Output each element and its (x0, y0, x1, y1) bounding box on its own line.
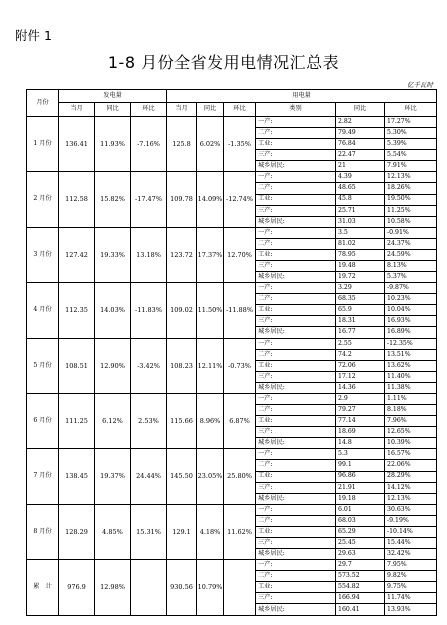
category-yoy: 11.40% (385, 371, 437, 382)
category-value: 68.35 (336, 294, 385, 305)
category-name: 一产: (256, 504, 336, 515)
consumption-yoy: 8.96% (197, 393, 224, 448)
generation-yoy: 6.12% (95, 393, 131, 448)
category-name: 城乡居民: (256, 604, 336, 616)
table-row (27, 504, 437, 515)
category-value: 79.27 (336, 405, 385, 416)
category-yoy: 16.89% (385, 327, 437, 338)
category-name: 三产: (256, 371, 336, 382)
category-name: 工业: (256, 582, 336, 593)
category-name: 二产: (256, 128, 336, 139)
consumption-mom: 25.80% (224, 449, 256, 504)
consumption-value: 109.02 (167, 283, 197, 338)
category-yoy: -9.87% (385, 283, 437, 294)
category-value: 19.72 (336, 272, 385, 283)
category-value: 21 (336, 161, 385, 172)
generation-value: 136.41 (59, 117, 95, 172)
category-yoy: 8.13% (385, 261, 437, 272)
header-use-current: 当月 (167, 103, 197, 117)
category-value: 77.14 (336, 416, 385, 427)
category-yoy: 10.58% (385, 216, 437, 227)
category-name: 城乡居民: (256, 382, 336, 393)
category-yoy: 1.11% (385, 393, 437, 404)
category-yoy: 12.65% (385, 427, 437, 438)
category-yoy: 15.44% (385, 537, 437, 548)
category-value: 19.48 (336, 261, 385, 272)
category-name: 工业: (256, 139, 336, 150)
category-value: 573.52 (336, 571, 385, 582)
category-value: 96.86 (336, 471, 385, 482)
category-value: 48.65 (336, 183, 385, 194)
generation-value: 138.45 (59, 449, 95, 504)
table-row (27, 227, 437, 238)
category-value: 5.3 (336, 449, 385, 460)
category-value: 65.9 (336, 305, 385, 316)
table-row (27, 560, 437, 571)
month-label: 7 月份 (27, 449, 59, 504)
month-label: 4 月份 (27, 283, 59, 338)
month-label: 5 月份 (27, 338, 59, 393)
table-row (27, 117, 437, 128)
consumption-mom: -12.74% (224, 172, 256, 227)
consumption-value: 115.66 (167, 393, 197, 448)
generation-value: 112.58 (59, 172, 95, 227)
category-yoy: -12.35% (385, 338, 437, 349)
category-name: 一产: (256, 393, 336, 404)
generation-mom-empty (131, 560, 167, 616)
category-value: 2.9 (336, 393, 385, 404)
consumption-yoy: 12.11% (197, 338, 224, 393)
category-value: 81.02 (336, 238, 385, 249)
generation-mom: 24.44% (131, 449, 167, 504)
category-name: 一产: (256, 117, 336, 128)
consumption-yoy: 23.05% (197, 449, 224, 504)
category-value: 3.29 (336, 283, 385, 294)
category-name: 二产: (256, 571, 336, 582)
category-yoy: 10.04% (385, 305, 437, 316)
header-cat-yoy: 同比 (336, 103, 385, 117)
category-yoy: 5.54% (385, 150, 437, 161)
category-yoy: 9.75% (385, 582, 437, 593)
category-yoy: 5.39% (385, 139, 437, 150)
generation-yoy: 12.90% (95, 338, 131, 393)
category-yoy: 18.26% (385, 183, 437, 194)
category-value: 72.06 (336, 360, 385, 371)
category-value: 6.01 (336, 504, 385, 515)
category-value: 4.39 (336, 172, 385, 183)
consumption-value: 108.23 (167, 338, 197, 393)
consumption-value: 125.8 (167, 117, 197, 172)
category-name: 二产: (256, 294, 336, 305)
category-value: 2.55 (336, 338, 385, 349)
header-cat-mom: 环比 (385, 103, 437, 117)
header-generation: 发电量 (59, 90, 167, 103)
generation-mom: 13.18% (131, 227, 167, 282)
category-yoy: 19.50% (385, 194, 437, 205)
category-yoy: 14.12% (385, 482, 437, 493)
category-value: 3.5 (336, 227, 385, 238)
category-name: 二产: (256, 183, 336, 194)
category-value: 18.31 (336, 316, 385, 327)
category-name: 二产: (256, 405, 336, 416)
category-yoy: 11.38% (385, 382, 437, 393)
generation-yoy: 11.93% (95, 117, 131, 172)
category-value: 25.45 (336, 537, 385, 548)
category-name: 三产: (256, 482, 336, 493)
category-value: 79.49 (336, 128, 385, 139)
category-yoy: 7.91% (385, 161, 437, 172)
table-row (27, 449, 437, 460)
generation-value: 127.42 (59, 227, 95, 282)
category-yoy: 24.37% (385, 238, 437, 249)
month-label: 1 月份 (27, 117, 59, 172)
category-yoy: 10.23% (385, 294, 437, 305)
category-name: 工业: (256, 194, 336, 205)
category-name: 工业: (256, 526, 336, 537)
category-value: 14.8 (336, 438, 385, 449)
category-yoy: 13.51% (385, 349, 437, 360)
category-yoy: 11.74% (385, 593, 437, 604)
category-name: 二产: (256, 238, 336, 249)
category-name: 工业: (256, 471, 336, 482)
category-yoy: 12.13% (385, 172, 437, 183)
month-label: 8 月份 (27, 504, 59, 559)
consumption-yoy: 14.09% (197, 172, 224, 227)
generation-yoy: 4.85% (95, 504, 131, 559)
category-yoy: 9.82% (385, 571, 437, 582)
unit-label: 亿千瓦时 (407, 81, 433, 89)
consumption-yoy: 4.18% (197, 504, 224, 559)
category-value: 45.8 (336, 194, 385, 205)
generation-value: 112.35 (59, 283, 95, 338)
category-yoy: 16.57% (385, 449, 437, 460)
category-value: 99.1 (336, 460, 385, 471)
generation-value: 108.51 (59, 338, 95, 393)
category-yoy: 7.96% (385, 416, 437, 427)
month-label: 6 月份 (27, 393, 59, 448)
category-value: 74.2 (336, 349, 385, 360)
category-yoy: 24.59% (385, 249, 437, 260)
category-value: 68.03 (336, 515, 385, 526)
generation-yoy: 14.03% (95, 283, 131, 338)
category-value: 29.7 (336, 560, 385, 571)
category-name: 一产: (256, 449, 336, 460)
category-name: 一产: (256, 227, 336, 238)
category-yoy: 13.62% (385, 360, 437, 371)
category-yoy: 7.95% (385, 560, 437, 571)
month-label: 累 计 (27, 560, 59, 616)
category-value: 29.63 (336, 549, 385, 560)
category-yoy: 30.63% (385, 504, 437, 515)
month-label: 3 月份 (27, 227, 59, 282)
category-yoy: -0.91% (385, 227, 437, 238)
table-row (27, 172, 437, 183)
header-gen-mom: 环比 (131, 103, 167, 117)
category-name: 城乡居民: (256, 272, 336, 283)
category-value: 17.12 (336, 371, 385, 382)
table-row (27, 338, 437, 349)
consumption-yoy: 17.37% (197, 227, 224, 282)
generation-yoy: 19.33% (95, 227, 131, 282)
category-name: 二产: (256, 460, 336, 471)
category-name: 工业: (256, 360, 336, 371)
attachment-label: 附件 1 (15, 28, 52, 43)
consumption-value: 123.72 (167, 227, 197, 282)
table-body (27, 117, 437, 616)
generation-mom: 15.31% (131, 504, 167, 559)
category-yoy: 13.93% (385, 604, 437, 616)
category-value: 16.77 (336, 327, 385, 338)
category-yoy: 28.29% (385, 471, 437, 482)
category-value: 31.03 (336, 216, 385, 227)
category-name: 三产: (256, 316, 336, 327)
category-yoy: -9.19% (385, 515, 437, 526)
header-gen-current: 当月 (59, 103, 95, 117)
category-name: 工业: (256, 249, 336, 260)
category-yoy: 22.06% (385, 460, 437, 471)
category-value: 78.95 (336, 249, 385, 260)
category-yoy: 12.13% (385, 493, 437, 504)
consumption-value: 109.78 (167, 172, 197, 227)
summary-table (26, 89, 437, 616)
category-value: 25.71 (336, 205, 385, 216)
generation-value: 976.9 (59, 560, 95, 616)
category-value: 18.69 (336, 427, 385, 438)
consumption-mom: -11.88% (224, 283, 256, 338)
category-value: 19.18 (336, 493, 385, 504)
category-name: 城乡居民: (256, 216, 336, 227)
category-value: 14.36 (336, 382, 385, 393)
generation-mom: 2.53% (131, 393, 167, 448)
category-name: 城乡居民: (256, 549, 336, 560)
consumption-mom: -1.35% (224, 117, 256, 172)
category-name: 三产: (256, 150, 336, 161)
generation-mom: -7.16% (131, 117, 167, 172)
category-name: 一产: (256, 560, 336, 571)
category-value: 22.47 (336, 150, 385, 161)
category-name: 三产: (256, 205, 336, 216)
consumption-mom: 12.70% (224, 227, 256, 282)
consumption-yoy: 10.79% (197, 560, 224, 616)
consumption-value: 930.56 (167, 560, 197, 616)
category-yoy: 5.37% (385, 272, 437, 283)
consumption-mom: 11.62% (224, 504, 256, 559)
document-title: 1-8 月份全省发用电情况汇总表 (107, 53, 340, 72)
category-value: 76.84 (336, 139, 385, 150)
category-yoy: -10.14% (385, 526, 437, 537)
generation-mom: -3.42% (131, 338, 167, 393)
category-name: 一产: (256, 338, 336, 349)
category-name: 一产: (256, 283, 336, 294)
category-name: 一产: (256, 172, 336, 183)
category-value: 160.41 (336, 604, 385, 616)
category-yoy: 8.18% (385, 405, 437, 416)
category-yoy: 17.27% (385, 117, 437, 128)
generation-mom: -11.83% (131, 283, 167, 338)
table-row (27, 283, 437, 294)
category-name: 城乡居民: (256, 438, 336, 449)
generation-value: 111.25 (59, 393, 95, 448)
consumption-value: 129.1 (167, 504, 197, 559)
header-use-mom: 环比 (224, 103, 256, 117)
header-category: 类别 (256, 103, 336, 117)
consumption-mom-empty (224, 560, 256, 616)
generation-yoy: 19.37% (95, 449, 131, 504)
category-yoy: 16.93% (385, 316, 437, 327)
generation-yoy: 12.98% (95, 560, 131, 616)
generation-yoy: 15.82% (95, 172, 131, 227)
category-value: 554.82 (336, 582, 385, 593)
category-value: 2.82 (336, 117, 385, 128)
category-value: 166.94 (336, 593, 385, 604)
category-yoy: 5.30% (385, 128, 437, 139)
category-yoy: 10.39% (385, 438, 437, 449)
category-name: 二产: (256, 515, 336, 526)
category-name: 二产: (256, 349, 336, 360)
consumption-mom: 6.87% (224, 393, 256, 448)
header-month: 月份 (27, 90, 59, 117)
category-name: 城乡居民: (256, 161, 336, 172)
category-name: 城乡居民: (256, 493, 336, 504)
header-consumption: 用电量 (167, 90, 437, 103)
category-yoy: 11.25% (385, 205, 437, 216)
category-name: 工业: (256, 305, 336, 316)
generation-mom: -17.47% (131, 172, 167, 227)
consumption-yoy: 11.50% (197, 283, 224, 338)
category-yoy: 32.42% (385, 549, 437, 560)
category-name: 三产: (256, 593, 336, 604)
category-value: 65.29 (336, 526, 385, 537)
category-name: 城乡居民: (256, 327, 336, 338)
consumption-yoy: 6.02% (197, 117, 224, 172)
consumption-value: 145.50 (167, 449, 197, 504)
category-name: 三产: (256, 261, 336, 272)
category-name: 三产: (256, 427, 336, 438)
category-name: 工业: (256, 416, 336, 427)
month-label: 2 月份 (27, 172, 59, 227)
consumption-mom: -0.73% (224, 338, 256, 393)
table-row (27, 393, 437, 404)
header-use-yoy: 同比 (197, 103, 224, 117)
category-name: 三产: (256, 537, 336, 548)
header-gen-yoy: 同比 (95, 103, 131, 117)
generation-value: 128.29 (59, 504, 95, 559)
category-value: 21.91 (336, 482, 385, 493)
